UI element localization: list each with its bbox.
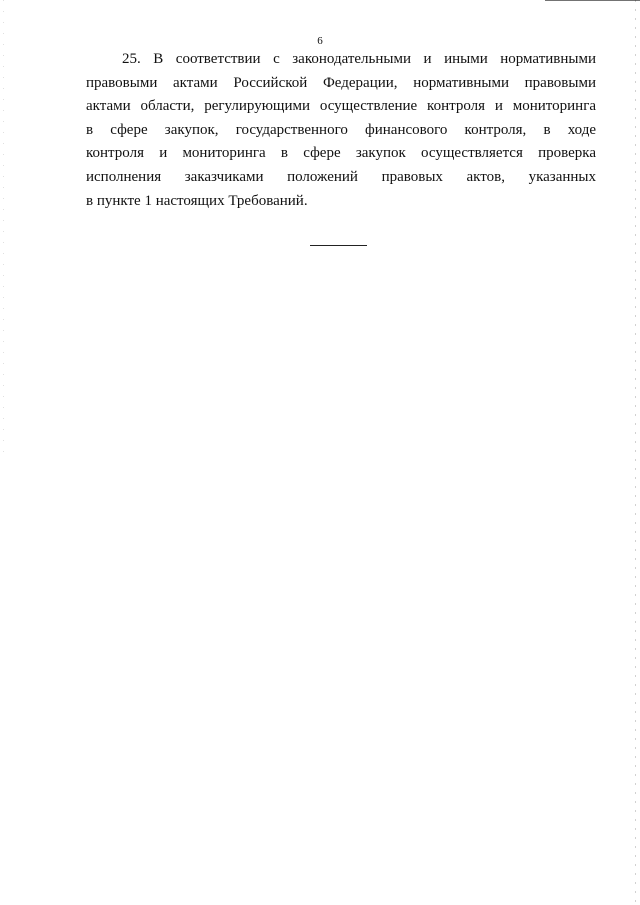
scan-edge-left <box>3 0 4 460</box>
scan-edge-right <box>635 0 636 905</box>
paragraph-25 <box>86 48 596 213</box>
scan-corner-mark <box>545 0 640 5</box>
page-number: 6 <box>317 35 323 47</box>
paragraph-line: правовыми актами Российской Федерации, нормативными правовыми <box>86 74 596 91</box>
paragraph-line: 25. В соответствии с законодательными и иными нормативными <box>122 51 596 67</box>
paragraph-line: в сфере закупок, государственного финансового контроля, в ходе <box>86 121 596 138</box>
end-of-document-divider <box>310 245 367 246</box>
paragraph-line: исполнения заказчиками положений правовых актов, указанных <box>86 168 596 185</box>
paragraph-line: актами области, регулирующими осуществление контроля и мониторинга <box>86 98 596 115</box>
paragraph-line: контроля и мониторинга в сфере закупок осуществляется проверка <box>86 145 596 162</box>
paragraph-line: в пункте 1 настоящих Требований. <box>86 192 308 209</box>
